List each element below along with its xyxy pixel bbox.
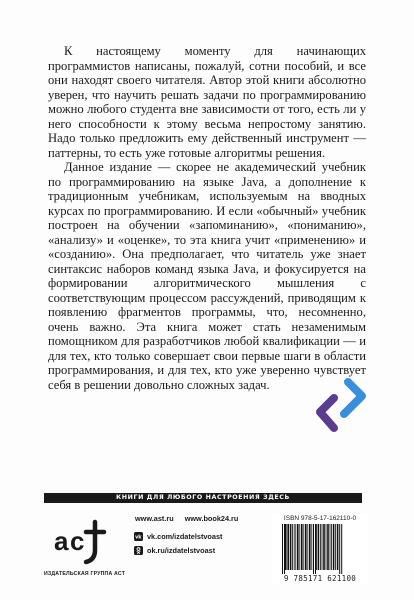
social-vk[interactable] — [134, 532, 222, 541]
social-ok-handle: ok.ru/izdatelstvoast — [147, 546, 216, 555]
social-vk-handle: vk.com/izdatelstvoast — [147, 532, 223, 541]
annotation-text — [48, 44, 366, 392]
ok-icon — [134, 546, 143, 555]
isbn-block — [272, 514, 368, 584]
website-link-book24[interactable]: www.book24.ru — [184, 514, 239, 523]
website-link-ast[interactable]: www.ast.ru — [135, 514, 174, 523]
svg-text:a: a — [54, 526, 69, 556]
annotation-paragraph-2: Данное издание — скорее не академический учебник по программированию на языке Java, а дополнение к традиционным учебникам, используемым на вводных курсах по программированию. И если «обычный» учебник построен на обучении «запоминанию», «пониманию», «анализу» и «оценке», то эта книга учит «применению» и «созданию». Она предполагает, что читатель уже знает синтаксис наборов команд языка Java, и фокусируется на формировании алгоритмического мышления с соответствующим процессом рассуждений, приводящим к появлению фрагментов программы, что, несомненно, очень важно. Эта книга может стать незаменимым помощником для разработчиков любой квалификации — и для тех, кто только совершает свои первые шаги в области программирования, и для тех, кто уже уверенно чувствует себя в решении довольно сложных задач. — [48, 160, 366, 392]
social-ok[interactable] — [134, 546, 215, 555]
svg-text:c: c — [70, 526, 85, 556]
annotation-paragraph-1: К настоящему моменту для начинающих программистов написаны, пожалуй, сотни пособий, и все они находят своего читателя. Автор этой книги абсолютно уверен, что научить решать задачи по программированию можно любого студента вне зависимости от того, есть ли у него способности к этому весьма непростому занятию. Надо только предложить ему действенный инструмент — паттерны, то есть уже готовые алгоритмы решения. — [48, 44, 366, 160]
publisher-caption: ИЗДАТЕЛЬСКАЯ ГРУППА АСТ — [44, 571, 126, 577]
ast-logo-icon — [50, 510, 110, 570]
series-logo-icon — [312, 376, 368, 436]
vk-icon — [134, 532, 143, 541]
barcode-digits: 9 785171 621100 — [283, 574, 357, 583]
tagline-bar: КНИГИ ДЛЯ ЛЮБОГО НАСТРОЕНИЯ ЗДЕСЬ — [44, 493, 362, 503]
barcode — [280, 524, 360, 574]
website-links — [135, 514, 247, 523]
isbn-number: ISBN 978-5-17-162110-0 — [283, 515, 357, 522]
svg-text:vk: vk — [135, 534, 142, 541]
